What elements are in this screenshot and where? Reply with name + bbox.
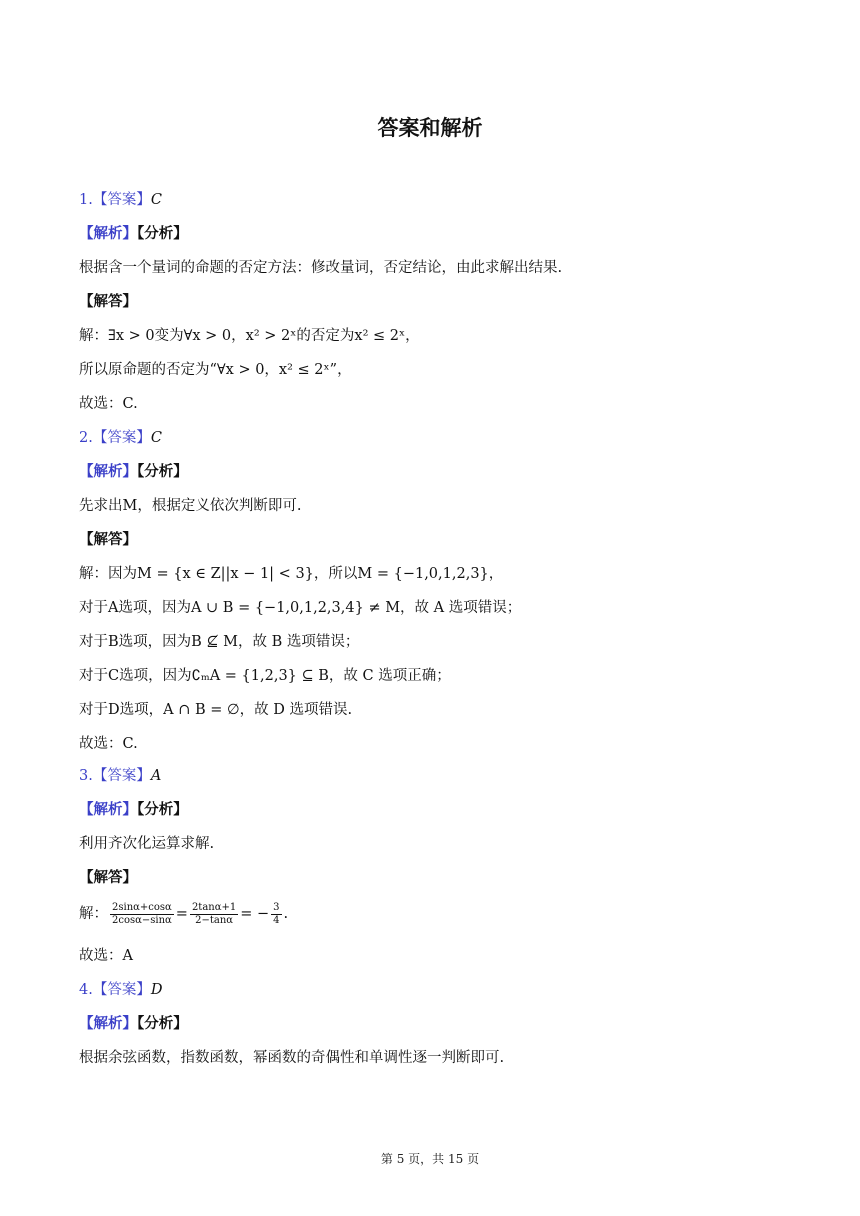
- q4-fenxi-tag: 【分析】: [137, 1016, 188, 1032]
- q4-jiexi-tag: 【解析】: [79, 1016, 137, 1032]
- formula-end: .: [283, 906, 289, 922]
- page-title: 答案和解析: [377, 116, 483, 140]
- q3-fenxi-tag: 【分析】: [137, 802, 188, 818]
- fraction-2-denominator: 2−tanα: [195, 914, 234, 926]
- q4-number: 4.: [79, 982, 93, 998]
- q2-answer-line: [79, 428, 162, 448]
- q2-solution-line-4: 对于C选项，因为∁ₘA = {1,2,3} ⊆ B，故 C 选项正确；: [79, 668, 451, 684]
- q3-conclusion: 故选：A: [79, 948, 133, 964]
- q2-answer: C: [150, 430, 162, 446]
- q1-answer: C: [150, 192, 162, 208]
- q3-analysis-header: [79, 800, 188, 820]
- q3-number: 3.: [79, 768, 93, 784]
- q2-analysis-text: 先求出M，根据定义依次判断即可.: [79, 498, 302, 514]
- q1-analysis-header: [79, 224, 188, 244]
- fraction-1-numerator: 2sinα+cosα: [112, 901, 172, 913]
- q4-answer-line: [79, 980, 162, 1000]
- q1-answer-line: [79, 190, 162, 210]
- q3-solution-formula: [79, 900, 288, 928]
- fraction-1-denominator: 2cosα−sinα: [112, 914, 172, 926]
- q1-solution-line-1: 解：∃x > 0变为∀x > 0，x² > 2ˣ的否定为x² ≤ 2ˣ，: [79, 328, 420, 344]
- q4-answer-tag: 【答案】: [92, 982, 151, 998]
- q1-jiexi-tag: 【解析】: [79, 226, 137, 242]
- q2-solution-line-1: 解：因为M = {x ∈ Z||x − 1| < 3}，所以M = {−1,0,1,2,3}，: [79, 566, 504, 582]
- fraction-3-numerator: 3: [273, 901, 280, 913]
- q1-answer-tag: 【答案】: [92, 192, 151, 208]
- q2-fenxi-tag: 【分析】: [137, 464, 188, 480]
- q3-jiexi-tag: 【解析】: [79, 802, 137, 818]
- q1-number: 1.: [79, 192, 93, 208]
- q2-solution-header: 【解答】: [79, 532, 137, 548]
- q2-conclusion: 故选：C.: [79, 736, 138, 752]
- fraction-3: [271, 902, 281, 927]
- q2-number: 2.: [79, 430, 93, 446]
- q3-solution-header: 【解答】: [79, 870, 137, 886]
- q1-fenxi-tag: 【分析】: [137, 226, 188, 242]
- q2-solution-line-5: 对于D选项，A ∩ B = ∅，故 D 选项错误.: [79, 702, 353, 718]
- q1-analysis-text: 根据含一个量词的命题的否定方法：修改量词，否定结论，由此求解出结果.: [79, 260, 563, 276]
- q2-analysis-header: [79, 462, 188, 482]
- fraction-2-numerator: 2tanα+1: [191, 901, 237, 913]
- q4-analysis-header: [79, 1014, 188, 1034]
- page-footer: 第 5 页，共 15 页: [380, 1152, 480, 1166]
- q3-answer-tag: 【答案】: [92, 768, 151, 784]
- fraction-2: [190, 902, 238, 927]
- q3-analysis-text: 利用齐次化运算求解.: [79, 836, 215, 852]
- q3-answer-line: [79, 766, 161, 786]
- q1-solution-header: 【解答】: [79, 294, 137, 310]
- q3-solution-prefix: 解：: [79, 906, 108, 922]
- q3-answer: A: [150, 768, 162, 784]
- q4-answer: D: [150, 982, 163, 998]
- q1-solution-line-2: 所以原命题的否定为“∀x > 0，x² ≤ 2ˣ”，: [79, 362, 352, 378]
- equals-sign: =: [175, 906, 188, 922]
- q2-solution-line-3: 对于B选项，因为B ⊈ M，故 B 选项错误；: [79, 634, 360, 650]
- q2-answer-tag: 【答案】: [92, 430, 151, 446]
- q2-jiexi-tag: 【解析】: [79, 464, 137, 480]
- q1-conclusion: 故选：C.: [79, 396, 138, 412]
- equals-minus-sign: = −: [240, 906, 270, 922]
- q2-solution-line-2: 对于A选项，因为A ∪ B = {−1,0,1,2,3,4} ≠ M，故 A 选项错误；: [79, 600, 522, 616]
- fraction-3-denominator: 4: [273, 914, 280, 926]
- fraction-1: [110, 902, 174, 927]
- q4-analysis-text: 根据余弦函数，指数函数，幂函数的奇偶性和单调性逐一判断即可.: [79, 1050, 505, 1066]
